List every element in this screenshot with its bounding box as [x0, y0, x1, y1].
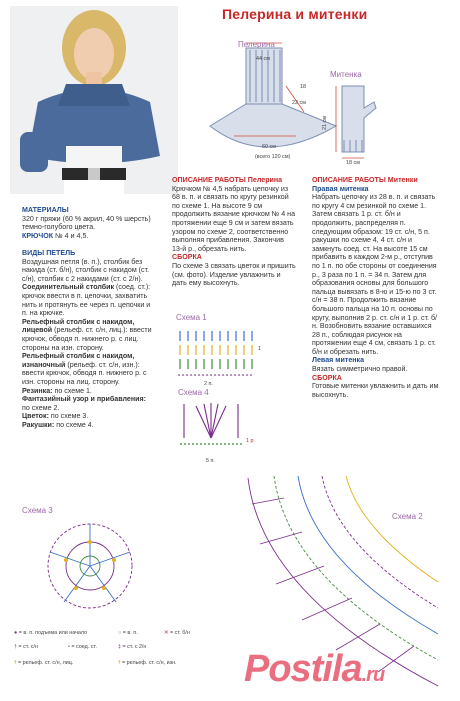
legend-l7: Ϯ = рельеф. ст. с/н, лиц.: [14, 660, 74, 666]
materials-block: [22, 206, 154, 240]
dim-18b: 18 см: [346, 160, 360, 166]
materials-heading: МАТЕРИАЛЫ: [22, 206, 69, 214]
legend-marker-7: Ϯ: [14, 660, 17, 666]
legend-l8: Ϯ = рельеф. ст. с/н, изн.: [118, 660, 177, 666]
pelerina-assembly-heading: СБОРКА: [172, 253, 202, 262]
loops-p6: по схеме 2.: [22, 403, 60, 412]
mitenki-text: Набрать цепочку из 28 в. п. и связать по кругу 4 см резинкой по схеме 1. Затем связать 1 р. ст. б/н и продолжить, распределяя п. следующим образом: 19 ст. с/н, 5 п. ракушки по схеме 4, 4 ст. с/н и замкнуть соед. ст. На высоте 15 см прибавить в каждом 2-м р., отступив по 1 п. по обе стороны от соединения р., 3 раза по 1 п. = 34 п. Затем для образования основы для большого пальца вывязать в 8-ю и 15-ю по 3 ст. с/н = 38 п. Продолжить вязание большого пальца на 10 п. основы по кругу, выполнив 2 р. ст. с/н и 1 р. ст. б/н. Возобновить вязание оставшихся 28 п., соблюдая рисунок на протяжении еще 4 см, связать 1 р. ст. б/н и обрезать нить.: [312, 193, 438, 356]
mitenki-right-heading: Правая митенка: [312, 184, 369, 193]
mitenki-heading: ОПИСАНИЕ РАБОТЫ Митенки: [312, 176, 418, 184]
scheme4-diagram: [176, 398, 246, 456]
loops-p4: (рельеф. ст. с/н, изн.): ввести крючок, обводя п. нижнего р. с изн. стороны на лиц. сторону.: [22, 360, 147, 386]
loops-p1: Воздушная петля (в. п.), столбик без накида (ст. б/н), столбик с накидом (ст. с/н), столбик с 2 накидами (ст. с 2/н).: [22, 257, 150, 283]
model-photo: [10, 6, 178, 194]
legend-l1: ● = в. п. подъема или начало: [14, 630, 88, 636]
hook-value: № 4 и 4,5.: [53, 231, 89, 240]
scheme2-title: Схема 2: [392, 512, 423, 521]
legend-marker-6: ‡: [118, 644, 121, 650]
loops-p7-bold: Цветок:: [22, 412, 49, 421]
loops-p3-bold: Рельефный столбик с накидом, лицевой: [22, 317, 135, 335]
page-title: Пелерина и митенки: [222, 6, 368, 22]
loops-heading: ВИДЫ ПЕТЕЛЬ: [22, 249, 76, 257]
dim-120: (всего 120 см): [255, 154, 291, 160]
loops-p5: по схеме 1.: [52, 386, 92, 395]
legend-marker-8: Ϯ: [118, 660, 121, 666]
dim-44: 44 см: [256, 56, 270, 62]
dim-60: 60 см: [262, 144, 276, 150]
scheme3-diagram: [10, 508, 170, 620]
scheme4-label-1: 1 р.: [246, 438, 255, 444]
legend-l5: • = соед. ст.: [68, 644, 97, 650]
legend-l4: † = ст. с/н: [14, 644, 38, 650]
loops-p7: по схеме 3.: [48, 412, 89, 421]
hook-label: КРЮЧОК: [22, 231, 54, 240]
legend-marker-3: ✕: [164, 630, 169, 636]
dim-22: 22 см: [292, 100, 306, 106]
scheme4-label-2: 5 п.: [206, 458, 215, 464]
scheme1-label-1: 1: [258, 346, 261, 352]
legend-marker-5: •: [68, 644, 70, 650]
legend-marker-2: ○: [118, 630, 122, 636]
legend-l6: ‡ = ст. с 2/н: [118, 644, 147, 650]
pelerina-assembly: По схеме 3 связать цветок и пришить (см. фото). Изделие увлажнить и дать ему высохнуть.: [172, 261, 296, 288]
loops-p8: по схеме 4.: [54, 420, 94, 429]
pelerina-heading: ОПИСАНИЕ РАБОТЫ Пелерина: [172, 176, 283, 184]
scheme1-diagram: [176, 325, 272, 381]
mitenki-assembly-heading: СБОРКА: [312, 373, 342, 382]
loops-p8-bold: Ракушки:: [22, 420, 55, 429]
materials-text: 320 г пряжи (60 % акрил, 40 % шерсть) темно-голубого цвета.: [22, 214, 151, 232]
legend-marker-1: ●: [14, 630, 18, 636]
scheme4-title: Схема 4: [178, 388, 209, 397]
scheme1-title: Схема 1: [176, 313, 207, 322]
loops-p3: (рельеф. ст. с/н, лиц.): ввести крючок, обводя п. нижнего р. с лиц. стороны на изн. сторону.: [22, 326, 152, 352]
legend: [14, 630, 224, 696]
scheme1-label-2: 2 п.: [204, 381, 213, 387]
mitenka-schematic: [330, 82, 380, 162]
dim-18a: 18: [300, 84, 306, 90]
loops-p2: (соед. ст.): крючок ввести в п. цепочки, захватить нить и протянуть ее через п. цепочки и п. на крючке.: [22, 283, 151, 318]
loops-p4-bold: Рельефный столбик с накидом, изнаночный: [22, 352, 135, 369]
loops-p2-bold: Соединительный столбик: [22, 283, 115, 292]
legend-l2: ○ = в. п.: [118, 630, 138, 636]
loops-block: [22, 249, 154, 429]
loops-p5-bold: Резинка:: [22, 386, 53, 395]
scheme3-title: Схема 3: [22, 506, 53, 515]
mitenki-left-heading: Левая митенка: [312, 356, 365, 365]
label-mitenka: Митенка: [330, 70, 362, 79]
pelerina-block: [172, 176, 296, 288]
watermark: Postila.ru: [244, 648, 385, 690]
loops-p6-bold: Фантазийный узор и прибавления:: [22, 395, 146, 404]
label-pelerina: Пелерина: [238, 40, 275, 49]
mitenki-block: [312, 176, 440, 399]
mitenki-left-text: Вязать симметрично правой.: [312, 365, 408, 374]
legend-l3: ✕ = ст. б/н: [164, 630, 190, 636]
legend-marker-4: †: [14, 644, 17, 650]
mitenki-assembly: Готовые митенки увлажнить и дать им высохнуть.: [312, 382, 439, 399]
dim-21: 21 см: [321, 116, 328, 130]
pelerina-text: Крючком № 4,5 набрать цепочку из 68 в. п. и связать по кругу резинкой по схеме 1. На высоте 9 см продолжить вязание крючком № 4 на протяжении еще 9 см и затем вязать узором по схеме 2, соответственно выполняя прибавления. Закончив 13-й р., обрезать нить.: [172, 184, 296, 253]
